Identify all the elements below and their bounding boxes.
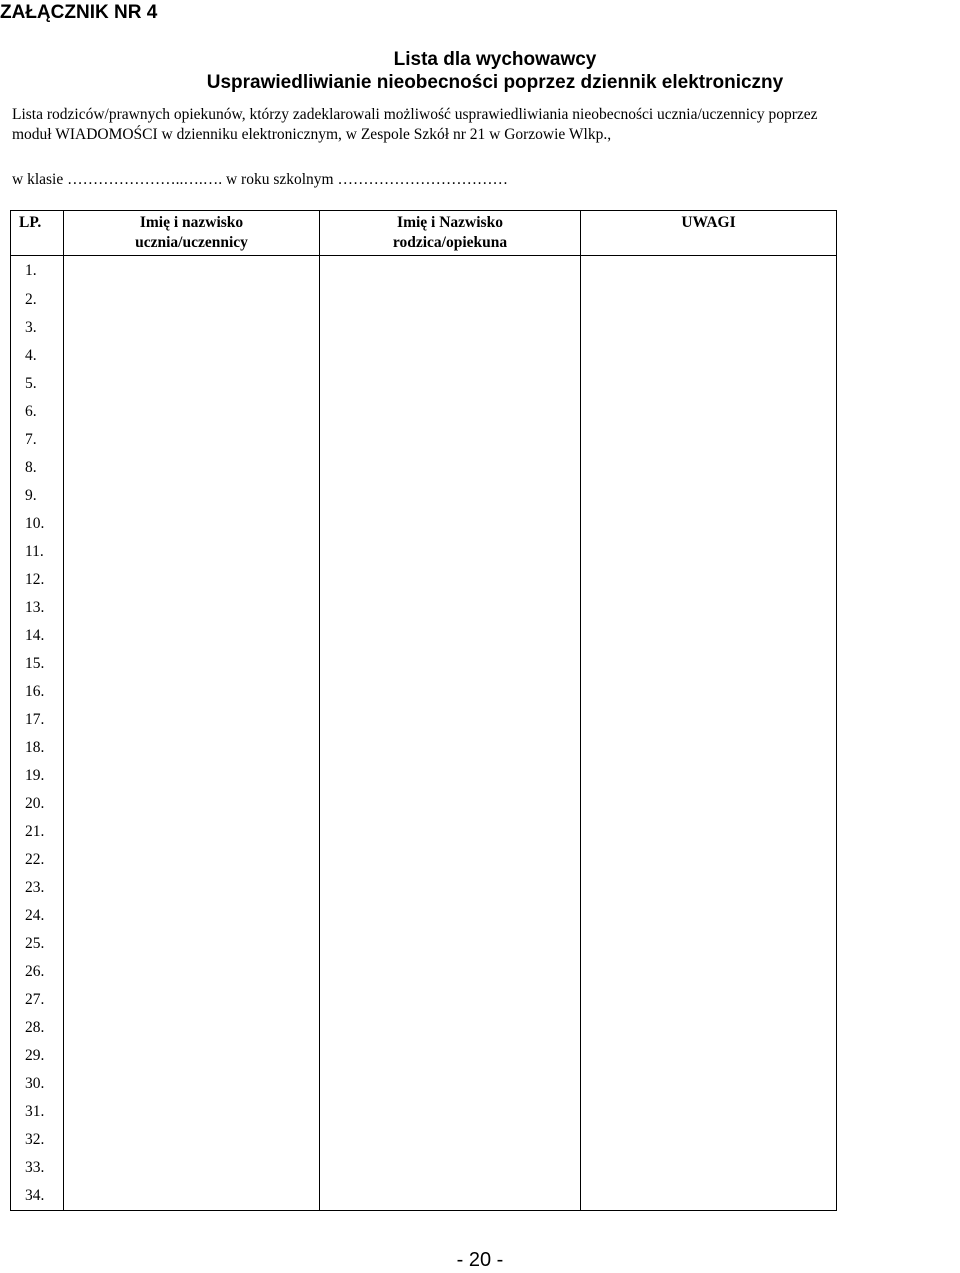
notes-cell[interactable] — [581, 986, 837, 1014]
page-number: - 20 - — [456, 1249, 504, 1271]
notes-cell[interactable] — [581, 762, 837, 790]
parent-name-cell[interactable] — [320, 1126, 581, 1154]
student-name-cell[interactable] — [64, 706, 320, 734]
row-number: 15. — [11, 650, 64, 678]
table-row — [11, 538, 837, 566]
parent-name-cell[interactable] — [320, 986, 581, 1014]
row-number: 25. — [11, 930, 64, 958]
parent-name-cell[interactable] — [320, 314, 581, 342]
table-row — [11, 874, 837, 902]
parent-name-cell[interactable] — [320, 566, 581, 594]
table-row — [11, 622, 837, 650]
parent-name-cell[interactable] — [320, 650, 581, 678]
parent-name-cell[interactable] — [320, 256, 581, 286]
table-row — [11, 482, 837, 510]
student-name-cell[interactable] — [64, 1126, 320, 1154]
notes-cell[interactable] — [581, 650, 837, 678]
row-number: 20. — [11, 790, 64, 818]
notes-cell[interactable] — [581, 1042, 837, 1070]
notes-cell[interactable] — [581, 818, 837, 846]
table-row — [11, 426, 837, 454]
row-number: 27. — [11, 986, 64, 1014]
notes-cell[interactable] — [581, 256, 837, 286]
parent-name-cell[interactable] — [320, 846, 581, 874]
row-number: 14. — [11, 622, 64, 650]
table-row — [11, 314, 837, 342]
notes-cell[interactable] — [581, 706, 837, 734]
parent-name-cell[interactable] — [320, 482, 581, 510]
notes-cell[interactable] — [581, 1098, 837, 1126]
student-name-cell[interactable] — [64, 566, 320, 594]
notes-cell[interactable] — [581, 426, 837, 454]
row-number: 31. — [11, 1098, 64, 1126]
table-row — [11, 1070, 837, 1098]
document-title: Lista dla wychowawcy — [393, 49, 597, 70]
table-row — [11, 846, 837, 874]
header-parent-name: Imię i Nazwisko rodzica/opiekuna — [320, 211, 581, 256]
header-student-name: Imię i nazwisko ucznia/uczennicy — [64, 211, 320, 256]
row-number: 18. — [11, 734, 64, 762]
student-name-cell[interactable] — [64, 286, 320, 314]
notes-cell[interactable] — [581, 1126, 837, 1154]
parent-name-cell[interactable] — [320, 510, 581, 538]
table-row — [11, 902, 837, 930]
notes-cell[interactable] — [581, 678, 837, 706]
student-name-cell[interactable] — [64, 818, 320, 846]
parent-name-cell[interactable] — [320, 1098, 581, 1126]
table-row — [11, 1042, 837, 1070]
notes-cell[interactable] — [581, 566, 837, 594]
row-number: 4. — [11, 342, 64, 370]
row-number: 26. — [11, 958, 64, 986]
parent-name-cell[interactable] — [320, 1154, 581, 1182]
header-notes: UWAGI — [581, 211, 837, 256]
notes-cell[interactable] — [581, 734, 837, 762]
parent-name-cell[interactable] — [320, 874, 581, 902]
parent-name-cell[interactable] — [320, 818, 581, 846]
row-number: 3. — [11, 314, 64, 342]
student-name-cell[interactable] — [64, 510, 320, 538]
notes-cell[interactable] — [581, 902, 837, 930]
student-name-cell[interactable] — [64, 874, 320, 902]
student-name-cell[interactable] — [64, 538, 320, 566]
parent-name-cell[interactable] — [320, 762, 581, 790]
parent-name-cell[interactable] — [320, 790, 581, 818]
row-number: 12. — [11, 566, 64, 594]
student-name-cell[interactable] — [64, 1014, 320, 1042]
student-name-cell[interactable] — [64, 1042, 320, 1070]
intro-line-1: Lista rodziców/prawnych opiekunów, którzy zadeklarowali możliwość usprawiedliwiania nieobecności ucznia/uczennicy poprzez — [12, 106, 818, 123]
parent-name-cell[interactable] — [320, 398, 581, 426]
student-name-cell[interactable] — [64, 256, 320, 286]
row-number: 29. — [11, 1042, 64, 1070]
header-lp: LP. — [11, 211, 64, 256]
notes-cell[interactable] — [581, 790, 837, 818]
intro-paragraph — [12, 105, 960, 145]
row-number: 19. — [11, 762, 64, 790]
student-name-cell[interactable] — [64, 902, 320, 930]
row-number: 13. — [11, 594, 64, 622]
table-row — [11, 256, 837, 286]
notes-cell[interactable] — [581, 454, 837, 482]
parent-name-cell[interactable] — [320, 1042, 581, 1070]
student-name-cell[interactable] — [64, 622, 320, 650]
title-block — [0, 48, 960, 94]
parent-name-cell[interactable] — [320, 930, 581, 958]
student-name-cell[interactable] — [64, 1154, 320, 1182]
row-number: 11. — [11, 538, 64, 566]
table-row — [11, 1182, 837, 1211]
parent-name-cell[interactable] — [320, 286, 581, 314]
table-row — [11, 510, 837, 538]
student-name-cell[interactable] — [64, 930, 320, 958]
table-row — [11, 706, 837, 734]
row-number: 34. — [11, 1182, 64, 1211]
student-name-cell[interactable] — [64, 986, 320, 1014]
student-name-cell[interactable] — [64, 482, 320, 510]
table-row — [11, 650, 837, 678]
row-number: 1. — [11, 256, 64, 286]
table-row — [11, 818, 837, 846]
table-row — [11, 370, 837, 398]
notes-cell[interactable] — [581, 846, 837, 874]
notes-cell[interactable] — [581, 510, 837, 538]
student-name-cell[interactable] — [64, 734, 320, 762]
parent-name-cell[interactable] — [320, 1182, 581, 1211]
notes-cell[interactable] — [581, 874, 837, 902]
notes-cell[interactable] — [581, 622, 837, 650]
row-number: 32. — [11, 1126, 64, 1154]
parent-name-cell[interactable] — [320, 678, 581, 706]
roster-table — [10, 210, 837, 1211]
table-header-row — [11, 211, 837, 256]
notes-cell[interactable] — [581, 1154, 837, 1182]
row-number: 16. — [11, 678, 64, 706]
table-row — [11, 1098, 837, 1126]
table-row — [11, 1126, 837, 1154]
student-name-cell[interactable] — [64, 846, 320, 874]
table-row — [11, 678, 837, 706]
parent-name-cell[interactable] — [320, 706, 581, 734]
table-row — [11, 286, 837, 314]
notes-cell[interactable] — [581, 1014, 837, 1042]
parent-name-cell[interactable] — [320, 622, 581, 650]
parent-name-cell[interactable] — [320, 1014, 581, 1042]
parent-name-cell[interactable] — [320, 594, 581, 622]
row-number: 7. — [11, 426, 64, 454]
student-name-cell[interactable] — [64, 678, 320, 706]
notes-cell[interactable] — [581, 594, 837, 622]
student-name-cell[interactable] — [64, 762, 320, 790]
notes-cell[interactable] — [581, 342, 837, 370]
student-name-cell[interactable] — [64, 398, 320, 426]
parent-name-cell[interactable] — [320, 342, 581, 370]
student-name-cell[interactable] — [64, 1182, 320, 1211]
student-name-cell[interactable] — [64, 790, 320, 818]
row-number: 2. — [11, 286, 64, 314]
parent-name-cell[interactable] — [320, 426, 581, 454]
document-subtitle: Usprawiedliwianie nieobecności poprzez dziennik elektroniczny — [206, 72, 784, 93]
row-number: 33. — [11, 1154, 64, 1182]
student-name-cell[interactable] — [64, 426, 320, 454]
row-number: 28. — [11, 1014, 64, 1042]
notes-cell[interactable] — [581, 1182, 837, 1211]
notes-cell[interactable] — [581, 538, 837, 566]
student-name-cell[interactable] — [64, 370, 320, 398]
notes-cell[interactable] — [581, 370, 837, 398]
table-row — [11, 762, 837, 790]
notes-cell[interactable] — [581, 1070, 837, 1098]
table-row — [11, 734, 837, 762]
row-number: 10. — [11, 510, 64, 538]
table-row — [11, 342, 837, 370]
roster-body — [11, 256, 837, 1211]
table-row — [11, 566, 837, 594]
table-row — [11, 1154, 837, 1182]
parent-name-cell[interactable] — [320, 734, 581, 762]
student-name-cell[interactable] — [64, 958, 320, 986]
parent-name-cell[interactable] — [320, 902, 581, 930]
table-row — [11, 958, 837, 986]
notes-cell[interactable] — [581, 398, 837, 426]
student-name-cell[interactable] — [64, 314, 320, 342]
student-name-cell[interactable] — [64, 454, 320, 482]
table-row — [11, 398, 837, 426]
parent-name-cell[interactable] — [320, 958, 581, 986]
class-year-line: w klasie …………………..….…. w roku szkolnym …………………………… — [12, 171, 508, 188]
intro-line-2: moduł WIADOMOŚCI w dzienniku elektronicznym, w Zespole Szkół nr 21 w Gorzowie Wlkp., — [12, 126, 612, 143]
student-name-cell[interactable] — [64, 1098, 320, 1126]
table-row — [11, 594, 837, 622]
row-number: 6. — [11, 398, 64, 426]
table-row — [11, 930, 837, 958]
student-name-cell[interactable] — [64, 594, 320, 622]
table-row — [11, 790, 837, 818]
annex-label: ZAŁĄCZNIK NR 4 — [0, 2, 158, 23]
row-number: 23. — [11, 874, 64, 902]
parent-name-cell[interactable] — [320, 538, 581, 566]
row-number: 21. — [11, 818, 64, 846]
row-number: 8. — [11, 454, 64, 482]
notes-cell[interactable] — [581, 286, 837, 314]
table-row — [11, 1014, 837, 1042]
row-number: 5. — [11, 370, 64, 398]
student-name-cell[interactable] — [64, 342, 320, 370]
row-number: 9. — [11, 482, 64, 510]
student-name-cell[interactable] — [64, 650, 320, 678]
parent-name-cell[interactable] — [320, 370, 581, 398]
row-number: 24. — [11, 902, 64, 930]
notes-cell[interactable] — [581, 930, 837, 958]
notes-cell[interactable] — [581, 482, 837, 510]
row-number: 30. — [11, 1070, 64, 1098]
notes-cell[interactable] — [581, 958, 837, 986]
student-name-cell[interactable] — [64, 1070, 320, 1098]
parent-name-cell[interactable] — [320, 454, 581, 482]
parent-name-cell[interactable] — [320, 1070, 581, 1098]
table-row — [11, 986, 837, 1014]
notes-cell[interactable] — [581, 314, 837, 342]
row-number: 22. — [11, 846, 64, 874]
table-row — [11, 454, 837, 482]
row-number: 17. — [11, 706, 64, 734]
